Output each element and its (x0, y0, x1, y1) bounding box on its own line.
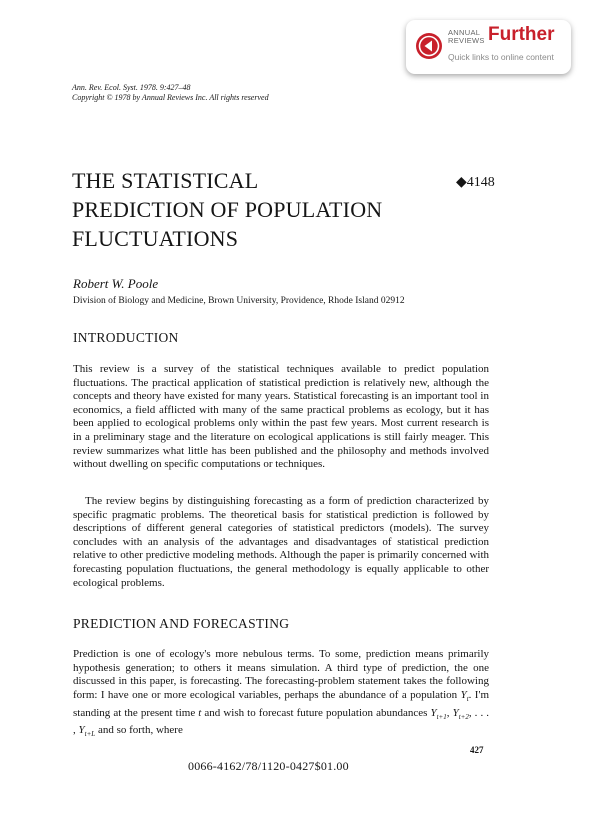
annual-reviews-further-badge[interactable] (406, 20, 571, 74)
author-name: Robert W. Poole (73, 276, 159, 291)
citation-copyright: Copyright © 1978 by Annual Reviews Inc. All rights reserved (72, 93, 269, 102)
article-title (72, 166, 452, 253)
page-number: 427 (470, 745, 484, 755)
further-subtitle: Quick links to online content (448, 52, 554, 62)
paragraph: This review is a survey of the statistical techniques available to predict population fluctuations. The practical application of statistical prediction is relatively new, although the concepts and theory have existed for many years. Statistical forecasting is an important tool in economics, a field afflicted with many of the same practical problems as ecology, but it has been applied to ecological problems only within the past few years. Most current research is in a preliminary stage and the literature on ecological applications is still fairly meager. This review summarizes what little has been published and the philosophy and methods involved without dwelling on specific computations or techniques. (73, 363, 489, 471)
title-line: PREDICTION OF POPULATION (72, 197, 383, 222)
section-heading-introduction: INTRODUCTION (73, 330, 179, 345)
title-line: FLUCTUATIONS (72, 226, 239, 251)
author-affiliation: Division of Biology and Medicine, Brown University, Providence, Rhode Island 02912 (73, 296, 405, 306)
citation-journal: Ann. Rev. Ecol. Syst. 1978. 9:427–48 (72, 83, 191, 92)
further-label: Further (488, 24, 555, 45)
title-line: THE STATISTICAL (72, 168, 259, 193)
paragraph: The review begins by distinguishing forecasting as a form of prediction characterized by specific pragmatic problems. The theoretical basis for statistical prediction is followed by descriptions of different general categories of statistical predictors (models). The survey concludes with an analysis of the advantages and disadvantages of statistical prediction relative to other predictive modeling methods. Although the paper is primarily concerned with forecasting population fluctuations, the general methodology is equally applicable to other ecological problems. (73, 495, 489, 589)
annual-reviews-label: ANNUAL REVIEWS (448, 28, 485, 45)
paragraph: Prediction is one of ecology's more nebulous terms. To some, prediction means primarily hypothesis generation; to others it means simulation. A third type of prediction, the one discussed in this paper, is forecasting. The forecasting-problem statement takes the following form: I have one or more ecological variables, perhaps the abundance of a population $Y_t$. I'm standing at the present time t and wish to forecast future population abundances $Y_{t+1}$, $Y_{t+2}$, . . . , $Y_{t+L}$ and so forth, where (73, 648, 490, 739)
section-heading-prediction: PREDICTION AND FORECASTING (73, 616, 290, 631)
article-code: ◆4148 (456, 175, 495, 190)
issn-code: 0066-4162/78/1120-0427$01.00 (188, 759, 349, 773)
play-back-icon (415, 32, 443, 60)
citation (72, 83, 269, 103)
